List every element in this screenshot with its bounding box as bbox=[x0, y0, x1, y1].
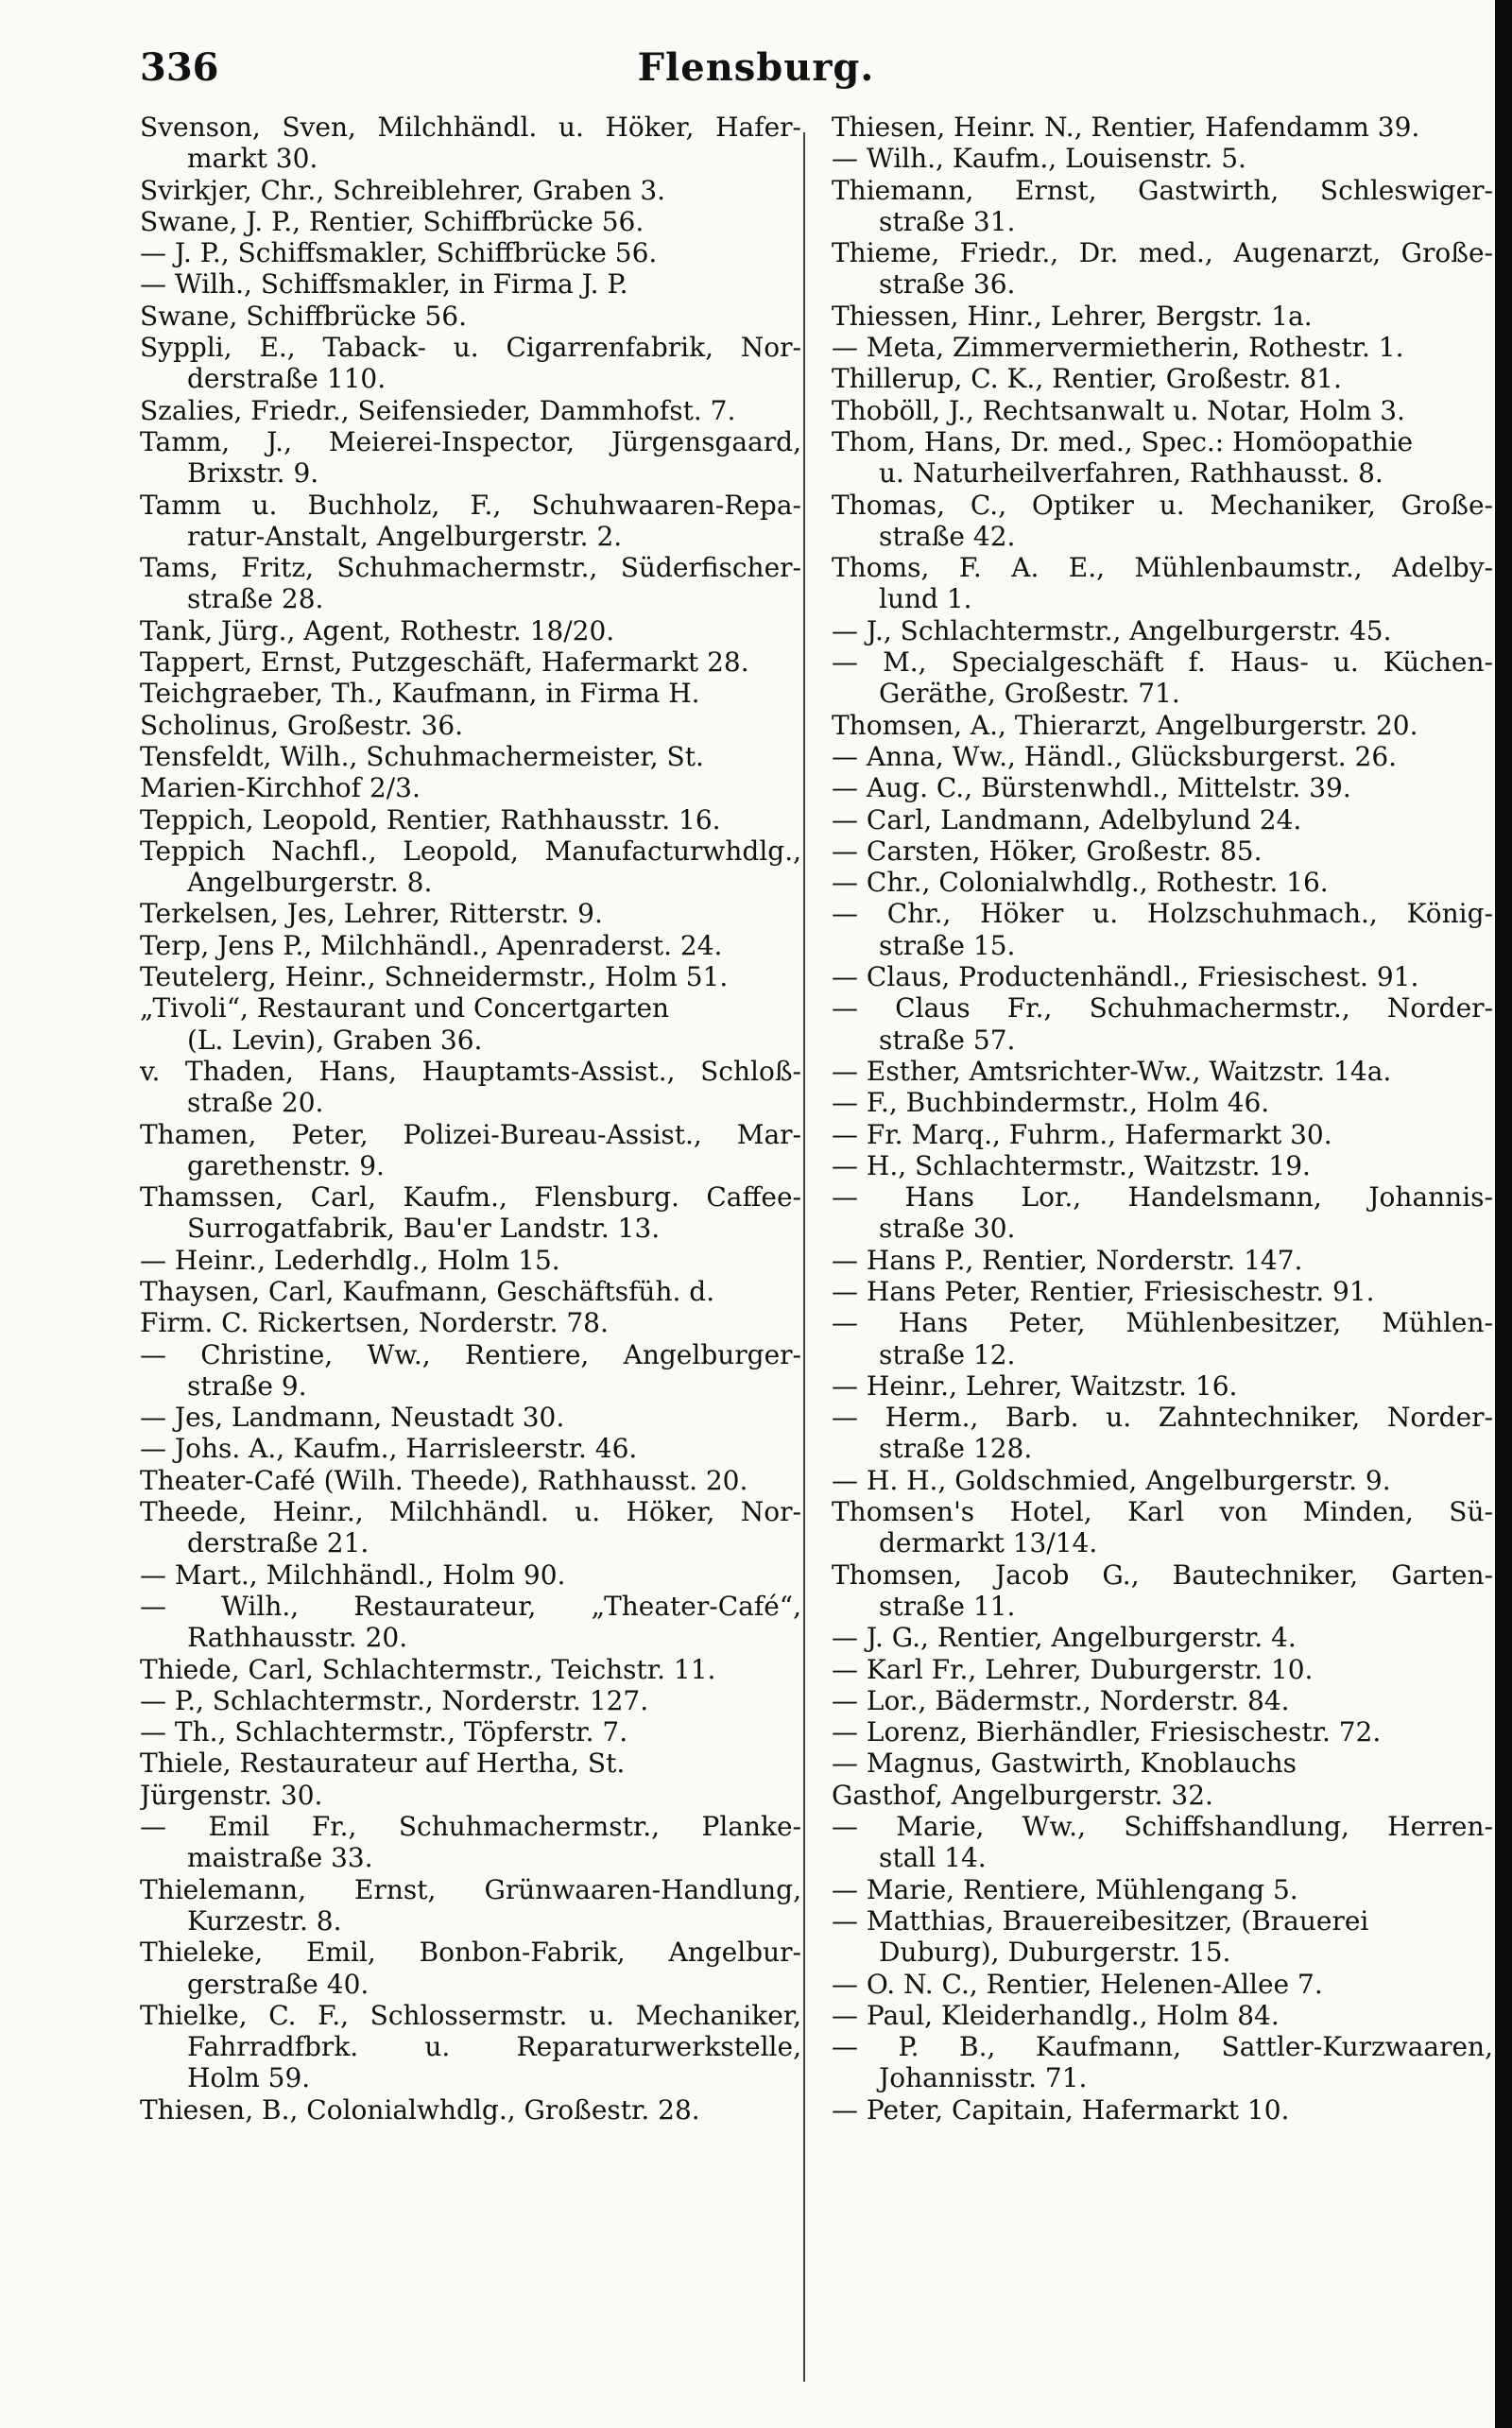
entry-line: — Karl Fr., Lehrer, Duburgerstr. 10. bbox=[832, 1653, 1314, 1685]
entry-line: Thiele, Restaurateur auf Hertha, St. bbox=[140, 1748, 626, 1780]
entry-line: Thielke, C. F., Schlossermstr. u. Mechaniker, bbox=[140, 1999, 801, 2031]
entry-line: straße 11. bbox=[879, 1590, 1016, 1622]
entry-line: Thomsen, Jacob G., Bautechniker, Garten- bbox=[832, 1558, 1493, 1591]
entry-line: — Jes, Landmann, Neustadt 30. bbox=[140, 1402, 565, 1434]
entry-line: Duburg), Duburgerstr. 15. bbox=[879, 1937, 1231, 1969]
entry-line: — Hans Peter, Rentier, Friesischestr. 91. bbox=[832, 1275, 1375, 1307]
entry-line: Thomas, C., Optiker u. Mechaniker, Große- bbox=[832, 489, 1493, 521]
entry-line: (L. Levin), Graben 36. bbox=[187, 1024, 483, 1056]
entry-line: stall 14. bbox=[879, 1842, 987, 1874]
entry-line: — Carsten, Höker, Großestr. 85. bbox=[832, 835, 1263, 867]
entry-line: Swane, J. P., Rentier, Schiffbrücke 56. bbox=[140, 205, 644, 237]
entry-line: — Johs. A., Kaufm., Harrisleerstr. 46. bbox=[140, 1433, 638, 1465]
entry-line: — Wilh., Schiffsmakler, in Firma J. P. bbox=[140, 268, 628, 301]
entry-line: Tamm, J., Meierei-Inspector, Jürgensgaard, bbox=[140, 425, 801, 457]
entry-line: — Hans Lor., Handelsmann, Johannis- bbox=[832, 1181, 1493, 1214]
entry-line: Tappert, Ernst, Putzgeschäft, Hafermarkt 28. bbox=[140, 646, 749, 679]
entry-line: Johannisstr. 71. bbox=[879, 2062, 1088, 2094]
entry-line: Teutelerg, Heinr., Schneidermstr., Holm 51. bbox=[140, 961, 729, 993]
entry-line: — Mart., Milchhändl., Holm 90. bbox=[140, 1558, 566, 1591]
entry-line: — J. P., Schiffsmakler, Schiffbrücke 56. bbox=[140, 237, 658, 269]
entry-line: — Herm., Barb. u. Zahntechniker, Norder- bbox=[832, 1402, 1493, 1434]
entry-line: — Anna, Ww., Händl., Glücksburgerst. 26. bbox=[832, 740, 1398, 772]
entry-line: Teppich Nachfl., Leopold, Manufacturwhdlg., bbox=[140, 835, 801, 867]
entry-line: Thomsen, A., Thierarzt, Angelburgerstr. 20. bbox=[832, 709, 1418, 741]
entry-line: Teichgraeber, Th., Kaufmann, in Firma H. bbox=[140, 678, 700, 710]
entry-line: Thoböll, J., Rechtsanwalt u. Notar, Holm 3. bbox=[832, 394, 1405, 426]
entry-line: — Magnus, Gastwirth, Knoblauchs bbox=[832, 1748, 1297, 1780]
entry-line: — H., Schlachtermstr., Waitzstr. 19. bbox=[832, 1149, 1311, 1181]
entry-line: — Christine, Ww., Rentiere, Angelburger- bbox=[140, 1338, 801, 1370]
entry-line: — Hans Peter, Mühlenbesitzer, Mühlen- bbox=[832, 1307, 1493, 1339]
entry-line: Holm 59. bbox=[187, 2062, 311, 2094]
entry-line: u. Naturheilverfahren, Rathhausst. 8. bbox=[879, 457, 1383, 490]
entry-line: — M., Specialgeschäft f. Haus- u. Küchen- bbox=[832, 646, 1493, 679]
entry-line: — Esther, Amtsrichter-Ww., Waitzstr. 14a. bbox=[832, 1055, 1392, 1087]
entry-line: Teppich, Leopold, Rentier, Rathhausstr. 16. bbox=[140, 803, 721, 835]
entry-line: — Chr., Colonialwhdlg., Rothestr. 16. bbox=[832, 867, 1329, 899]
entry-line: Svirkjer, Chr., Schreiblehrer, Graben 3. bbox=[140, 174, 666, 206]
entry-line: — J. G., Rentier, Angelburgerstr. 4. bbox=[832, 1622, 1297, 1654]
entry-line: — O. N. C., Rentier, Helenen-Allee 7. bbox=[832, 1968, 1323, 2000]
entry-line: Gasthof, Angelburgerstr. 32. bbox=[832, 1779, 1213, 1811]
entry-line: dermarkt 13/14. bbox=[879, 1527, 1098, 1559]
entry-line: straße 128. bbox=[879, 1433, 1033, 1465]
page-number: 336 bbox=[140, 45, 219, 90]
entry-line: Marien-Kirchhof 2/3. bbox=[140, 772, 421, 804]
entry-line: — Th., Schlachtermstr., Töpferstr. 7. bbox=[140, 1716, 628, 1748]
entry-line: garethenstr. 9. bbox=[187, 1149, 385, 1181]
entry-line: Angelburgerstr. 8. bbox=[187, 867, 433, 899]
entry-line: Jürgenstr. 30. bbox=[140, 1779, 323, 1811]
entry-line: straße 42. bbox=[879, 520, 1016, 552]
entry-line: — Fr. Marq., Fuhrm., Hafermarkt 30. bbox=[832, 1118, 1332, 1150]
entry-line: — Peter, Capitain, Hafermarkt 10. bbox=[832, 2093, 1290, 2126]
entry-line: straße 12. bbox=[879, 1338, 1016, 1370]
entry-line: Tamm u. Buchholz, F., Schuhwaaren-Repa- bbox=[140, 489, 801, 521]
entry-line: straße 20. bbox=[187, 1087, 324, 1119]
entry-line: gerstraße 40. bbox=[187, 1968, 369, 2000]
entry-line: Fahrradfbrk. u. Reparaturwerkstelle, bbox=[187, 2031, 801, 2063]
entry-line: Svenson, Sven, Milchhändl. u. Höker, Hafer- bbox=[140, 112, 801, 143]
entry-line: maistraße 33. bbox=[187, 1842, 373, 1874]
entry-line: Kurzestr. 8. bbox=[187, 1904, 342, 1937]
entry-line: Thiesen, B., Colonialwhdlg., Großestr. 28. bbox=[140, 2093, 700, 2126]
entry-line: straße 30. bbox=[879, 1213, 1016, 1245]
entry-line: — Heinr., Lederhdlg., Holm 15. bbox=[140, 1244, 560, 1276]
entry-line: — Hans P., Rentier, Norderstr. 147. bbox=[832, 1244, 1303, 1276]
entry-line: Tank, Jürg., Agent, Rothestr. 18/20. bbox=[140, 614, 615, 646]
entry-line: Surrogatfabrik, Bau'er Landstr. 13. bbox=[187, 1213, 661, 1245]
page-header bbox=[0, 45, 1512, 93]
entry-line: straße 57. bbox=[879, 1024, 1016, 1056]
entry-line: Syppli, E., Taback- u. Cigarrenfabrik, Nor- bbox=[140, 332, 801, 364]
entry-line: Thieme, Friedr., Dr. med., Augenarzt, Große- bbox=[832, 237, 1493, 269]
entry-line: lund 1. bbox=[879, 583, 972, 615]
entry-line: Scholinus, Großestr. 36. bbox=[140, 709, 464, 741]
entry-line: — Matthias, Brauereibesitzer, (Brauerei bbox=[832, 1904, 1369, 1937]
entry-line: derstraße 21. bbox=[187, 1527, 369, 1559]
entry-line: — P. B., Kaufmann, Sattler-Kurzwaaren, bbox=[832, 2031, 1493, 2063]
entry-line: Thielemann, Ernst, Grünwaaren-Handlung, bbox=[140, 1873, 801, 1905]
entry-line: — Marie, Ww., Schiffshandlung, Herren- bbox=[832, 1811, 1493, 1843]
entry-line: Swane, Schiffbrücke 56. bbox=[140, 300, 467, 332]
entry-line: Thom, Hans, Dr. med., Spec.: Homöopathie bbox=[832, 425, 1414, 457]
left-column bbox=[140, 112, 801, 2126]
entry-line: Brixstr. 9. bbox=[187, 457, 319, 490]
entry-line: „Tivoli“, Restaurant und Concertgarten bbox=[140, 992, 670, 1025]
entry-line: — Heinr., Lehrer, Waitzstr. 16. bbox=[832, 1369, 1238, 1402]
entry-line: — Claus, Productenhändl., Friesischest. 91. bbox=[832, 961, 1419, 993]
entry-line: — J., Schlachtermstr., Angelburgerstr. 45. bbox=[832, 614, 1392, 646]
entry-line: Theater-Café (Wilh. Theede), Rathhausst. 20. bbox=[140, 1464, 748, 1496]
entry-line: Geräthe, Großestr. 71. bbox=[879, 678, 1180, 710]
entry-line: Thoms, F. A. E., Mühlenbaumstr., Adelby- bbox=[832, 552, 1493, 584]
entry-line: Thillerup, C. K., Rentier, Großestr. 81. bbox=[832, 363, 1342, 395]
entry-line: straße 31. bbox=[879, 205, 1016, 237]
entry-line: Tams, Fritz, Schuhmachermstr., Süderfischer- bbox=[140, 552, 801, 584]
entry-line: straße 28. bbox=[187, 583, 324, 615]
entry-line: — F., Buchbindermstr., Holm 46. bbox=[832, 1087, 1270, 1119]
entry-line: v. Thaden, Hans, Hauptamts-Assist., Schloß- bbox=[140, 1055, 801, 1087]
entry-line: Terp, Jens P., Milchhändl., Apenraderst. 24. bbox=[140, 929, 723, 961]
entry-line: — Lorenz, Bierhändler, Friesischestr. 72. bbox=[832, 1716, 1382, 1748]
entry-line: ratur-Anstalt, Angelburgerstr. 2. bbox=[187, 520, 623, 552]
page-edge-shadow bbox=[1495, 0, 1512, 2428]
entry-line: — Emil Fr., Schuhmachermstr., Planke- bbox=[140, 1811, 801, 1843]
entry-line: — P., Schlachtermstr., Norderstr. 127. bbox=[140, 1684, 649, 1716]
entry-line: Thiesen, Heinr. N., Rentier, Hafendamm 39. bbox=[832, 112, 1420, 143]
entry-line: Firm. C. Rickertsen, Norderstr. 78. bbox=[140, 1307, 609, 1339]
entry-line: Thamssen, Carl, Kaufm., Flensburg. Caffee- bbox=[140, 1181, 801, 1214]
entry-line: Thiede, Carl, Schlachtermstr., Teichstr. 11. bbox=[140, 1653, 716, 1685]
entry-line: — Meta, Zimmervermietherin, Rothestr. 1. bbox=[832, 332, 1404, 364]
entry-line: — Chr., Höker u. Holzschuhmach., König- bbox=[832, 898, 1493, 930]
entry-line: — Lor., Bädermstr., Norderstr. 84. bbox=[832, 1684, 1290, 1716]
entry-line: Rathhausstr. 20. bbox=[187, 1622, 408, 1654]
entry-line: — Claus Fr., Schuhmachermstr., Norder- bbox=[832, 992, 1493, 1025]
entry-line: — Wilh., Kaufm., Louisenstr. 5. bbox=[832, 143, 1246, 175]
entry-line: Thaysen, Carl, Kaufmann, Geschäftsfüh. d. bbox=[140, 1275, 715, 1307]
entry-line: straße 15. bbox=[879, 929, 1016, 961]
entry-line: Thieleke, Emil, Bonbon-Fabrik, Angelbur- bbox=[140, 1937, 801, 1969]
entry-line: markt 30. bbox=[187, 143, 318, 175]
right-column bbox=[832, 112, 1493, 2126]
entry-line: straße 9. bbox=[187, 1369, 307, 1402]
entry-line: — Wilh., Restaurateur, „Theater-Café“, bbox=[140, 1590, 801, 1622]
entry-line: — Carl, Landmann, Adelbylund 24. bbox=[832, 803, 1302, 835]
entry-line: Terkelsen, Jes, Lehrer, Ritterstr. 9. bbox=[140, 898, 603, 930]
entry-line: — Paul, Kleiderhandlg., Holm 84. bbox=[832, 1999, 1280, 2031]
column-divider bbox=[803, 132, 805, 2382]
entry-line: Tensfeldt, Wilh., Schuhmachermeister, St. bbox=[140, 740, 704, 772]
entry-line: straße 36. bbox=[879, 268, 1016, 301]
entry-line: — Marie, Rentiere, Mühlengang 5. bbox=[832, 1873, 1298, 1905]
entry-line: Theede, Heinr., Milchhändl. u. Höker, Nor- bbox=[140, 1496, 801, 1528]
entry-line: derstraße 110. bbox=[187, 363, 387, 395]
running-head: Flensburg. bbox=[637, 45, 875, 90]
entry-line: — H. H., Goldschmied, Angelburgerstr. 9. bbox=[832, 1464, 1391, 1496]
entry-line: Thiemann, Ernst, Gastwirth, Schleswiger- bbox=[832, 174, 1493, 206]
entry-line: Thiessen, Hinr., Lehrer, Bergstr. 1a. bbox=[832, 300, 1313, 332]
entry-line: Szalies, Friedr., Seifensieder, Dammhofst. 7. bbox=[140, 394, 736, 426]
entry-line: — Aug. C., Bürstenwhdl., Mittelstr. 39. bbox=[832, 772, 1351, 804]
entry-line: Thamen, Peter, Polizei-Bureau-Assist., Mar- bbox=[140, 1118, 801, 1150]
entry-line: Thomsen's Hotel, Karl von Minden, Sü- bbox=[832, 1496, 1493, 1528]
